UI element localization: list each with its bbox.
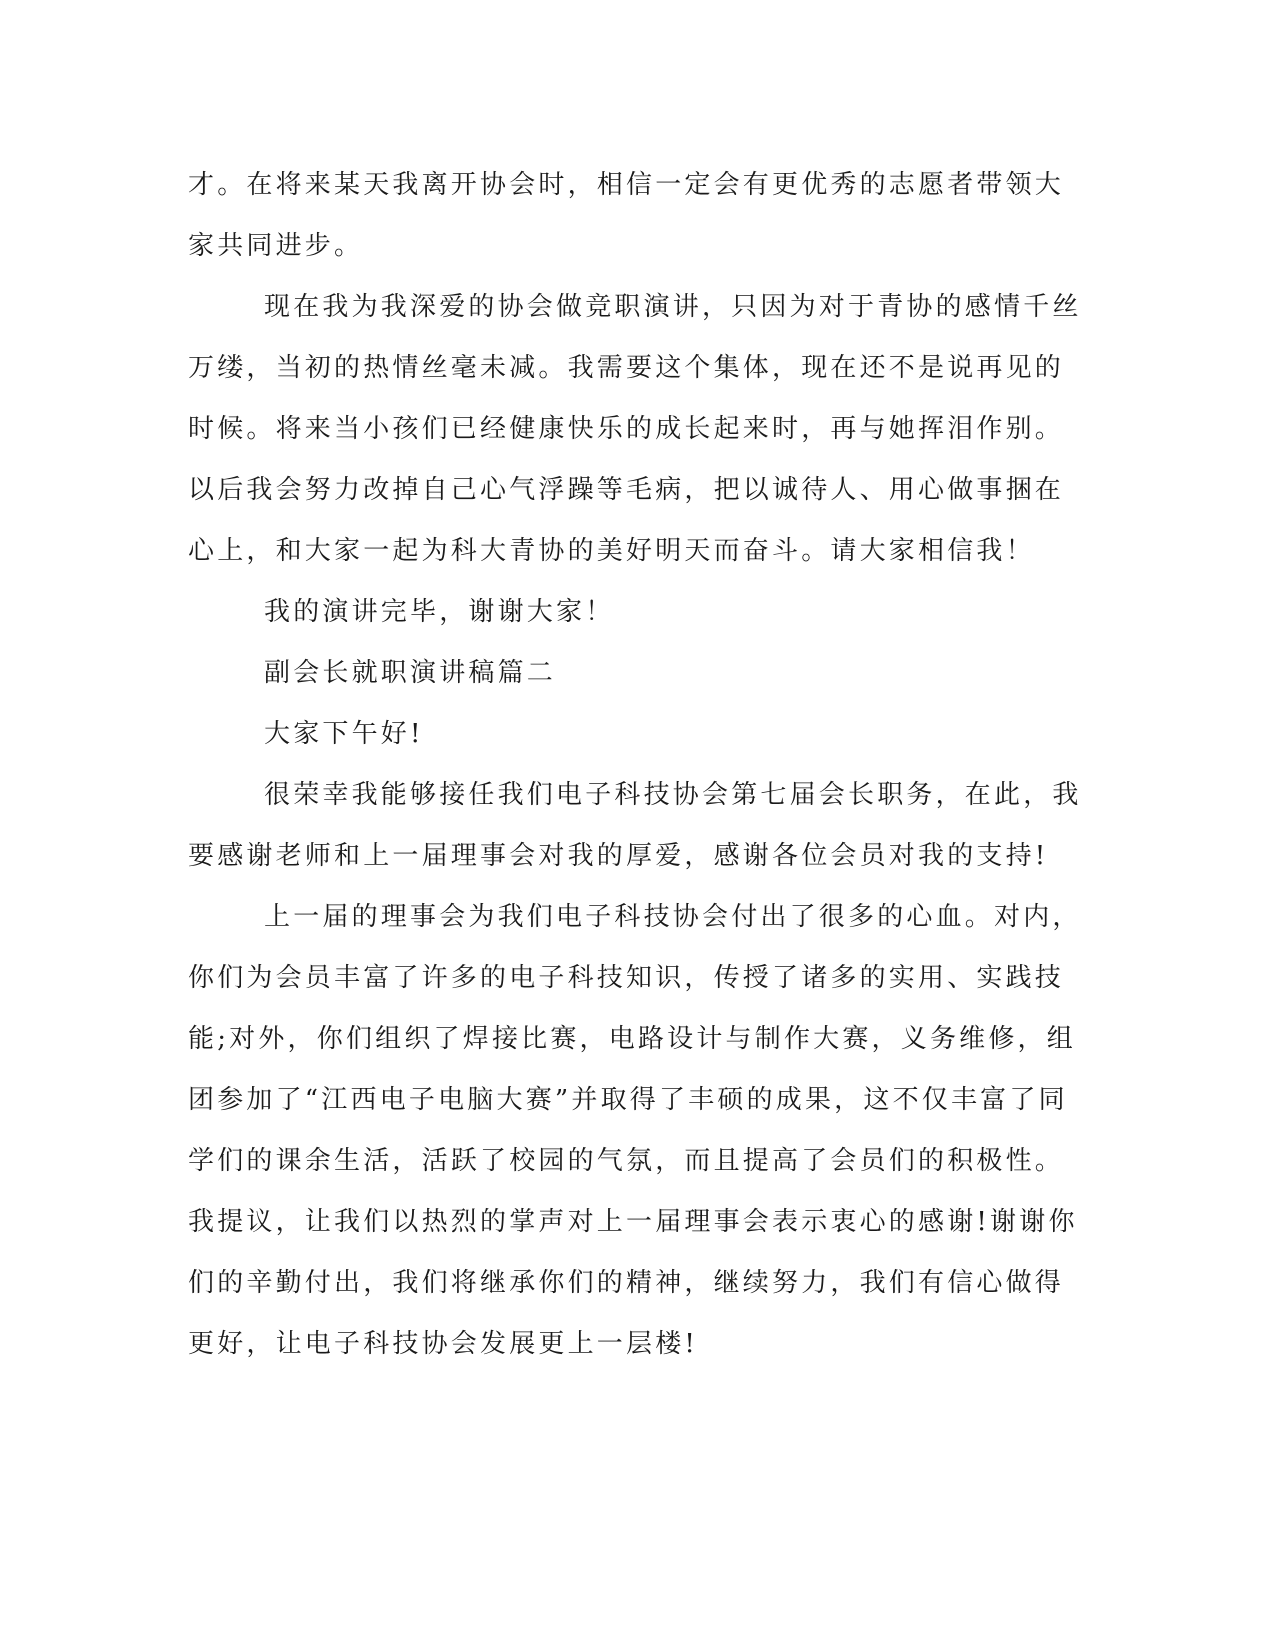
section-heading: 副会长就职演讲稿篇二: [264, 658, 557, 688]
text-line: 你们为会员丰富了许多的电子科技知识，传授了诸多的实用、实践技: [188, 963, 1065, 993]
text-line: 时候。将来当小孩们已经健康快乐的成长起来时，再与她挥泪作别。: [188, 414, 1065, 444]
document-body: [188, 155, 1082, 1375]
paragraph-start-line: 上一届的理事会为我们电子科技协会付出了很多的心血。对内，: [264, 902, 1082, 932]
text-line: 要感谢老师和上一届理事会对我的厚爱，感谢各位会员对我的支持!: [188, 841, 1049, 871]
text-line: 心上，和大家一起为科大青协的美好明天而奋斗。请大家相信我！: [188, 536, 1035, 566]
text-line: 我提议，让我们以热烈的掌声对上一届理事会表示衷心的感谢!谢谢你: [188, 1207, 1078, 1237]
text-line: 们的辛勤付出，我们将继承你们的精神，继续努力，我们有信心做得: [188, 1268, 1065, 1298]
paragraph-start-line: 现在我为我深爱的协会做竞职演讲，只因为对于青协的感情千丝: [264, 292, 1082, 322]
text-line: 学们的课余生活，活跃了校园的气氛，而且提高了会员们的积极性。: [188, 1146, 1065, 1176]
text-line: 家共同进步。: [188, 231, 364, 261]
text-line: 才。在将来某天我离开协会时，相信一定会有更优秀的志愿者带领大: [188, 170, 1065, 200]
text-line: 以后我会努力改掉自己心气浮躁等毛病，把以诚待人、用心做事捆在: [188, 475, 1065, 505]
text-line: 更好，让电子科技协会发展更上一层楼!: [188, 1329, 699, 1359]
paragraph-start-line: 很荣幸我能够接任我们电子科技协会第七届会长职务，在此，我: [264, 780, 1082, 810]
text-line: 团参加了“江西电子电脑大赛”并取得了丰硕的成果，这不仅丰富了同: [188, 1085, 1068, 1115]
closing-line: 我的演讲完毕，谢谢大家！: [264, 597, 615, 627]
text-line: 万缕，当初的热情丝毫未减。我需要这个集体，现在还不是说再见的: [188, 353, 1065, 383]
greeting-line: 大家下午好!: [264, 719, 424, 749]
text-line: 能;对外，你们组织了焊接比赛，电路设计与制作大赛，义务维修，组: [188, 1024, 1076, 1054]
